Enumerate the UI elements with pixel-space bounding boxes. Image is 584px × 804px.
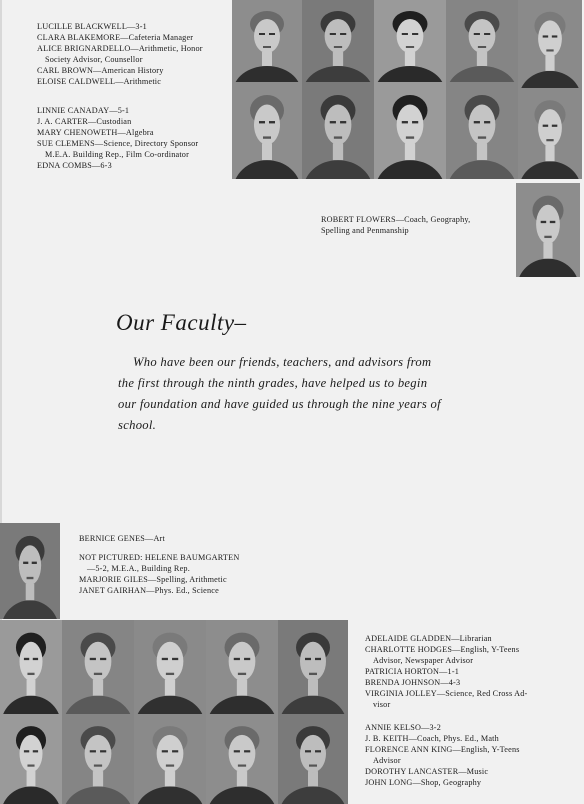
name-line: PATRICIA HORTON—1-1 <box>365 667 460 676</box>
faculty-portrait <box>62 714 134 804</box>
faculty-portrait <box>278 714 348 804</box>
name-line: Spelling and Penmanship <box>321 226 409 235</box>
name-line: ANNIE KELSO—3-2 <box>365 723 441 732</box>
faculty-portrait <box>134 714 206 804</box>
faculty-portrait <box>518 88 582 179</box>
name-line: FLORENCE ANN KING—English, Y-Teens <box>365 745 520 754</box>
faculty-portrait <box>0 523 60 619</box>
spacer <box>79 544 239 552</box>
name-line: visor <box>373 700 391 709</box>
name-line: Advisor, Newspaper Advisor <box>373 656 474 665</box>
faculty-portrait <box>278 620 348 714</box>
name-line: JOHN LONG—Shop, Geography <box>365 778 482 787</box>
intro-paragraph <box>118 352 468 436</box>
faculty-portrait <box>374 0 446 82</box>
faculty-portrait <box>374 82 446 179</box>
name-line: —5-2, M.E.A., Building Rep. <box>87 564 190 573</box>
name-line: BRENDA JOHNSON—4-3 <box>365 678 461 687</box>
name-line: CHARLOTTE HODGES—English, Y-Teens <box>365 645 520 654</box>
names-group-1 <box>37 21 203 87</box>
name-line: EDNA COMBS—6-3 <box>37 161 112 170</box>
name-line: LUCILLE BLACKWELL—3-1 <box>37 22 147 31</box>
name-line: Society Advisor, Counsellor <box>45 55 143 64</box>
name-line: SUE CLEMENS—Science, Directory Sponsor <box>37 139 199 148</box>
name-line: Advisor <box>373 756 401 765</box>
faculty-portrait <box>232 0 302 82</box>
name-line: ALICE BRIGNARDELLO—Arithmetic, Honor <box>37 44 203 53</box>
faculty-portrait <box>302 0 374 82</box>
name-line: CLARA BLAKEMORE—Cafeteria Manager <box>37 33 194 42</box>
name-line: ADELAIDE GLADDEN—Librarian <box>365 634 492 643</box>
faculty-portrait <box>134 620 206 714</box>
name-line: ROBERT FLOWERS—Coach, Geography, <box>321 215 471 224</box>
intro-line: our foundation and have guided us through the nine years of <box>118 397 441 411</box>
faculty-portrait <box>0 714 62 804</box>
names-group-kelso <box>365 722 520 788</box>
names-group-genes <box>79 533 239 596</box>
faculty-portrait <box>206 620 278 714</box>
faculty-portrait <box>206 714 278 804</box>
name-line: M.E.A. Building Rep., Film Co-ordinator <box>45 150 190 159</box>
faculty-portrait <box>446 82 518 179</box>
name-line: CARL BROWN—American History <box>37 66 164 75</box>
name-line: J. A. CARTER—Custodian <box>37 117 132 126</box>
name-line: DOROTHY LANCASTER—Music <box>365 767 489 776</box>
faculty-portrait <box>518 0 582 88</box>
intro-line: Who have been our friends, teachers, and advisors from <box>133 355 432 369</box>
page-title: Our Faculty– <box>116 310 247 335</box>
name-line: BERNICE GENES—Art <box>79 534 165 543</box>
faculty-portrait <box>0 620 62 714</box>
faculty-portrait <box>302 82 374 179</box>
intro-line: the first through the ninth grades, have helped us to begin <box>118 376 428 390</box>
faculty-portrait <box>516 183 580 277</box>
names-group-2 <box>37 105 198 171</box>
name-line: J. B. KEITH—Coach, Phys. Ed., Math <box>365 734 499 743</box>
name-line: MARY CHENOWETH—Algebra <box>37 128 154 137</box>
faculty-portrait <box>232 82 302 179</box>
name-line: MARJORIE GILES—Spelling, Arithmetic <box>79 575 227 584</box>
name-line: VIRGINIA JOLLEY—Science, Red Cross Ad- <box>365 689 528 698</box>
name-line: JANET GAIRHAN—Phys. Ed., Science <box>79 586 219 595</box>
name-line: NOT PICTURED: HELENE BAUMGARTEN <box>79 553 240 562</box>
names-group-gladden <box>365 633 527 710</box>
faculty-portrait <box>62 620 134 714</box>
faculty-portrait <box>446 0 518 82</box>
name-line: LINNIE CANADAY—5-1 <box>37 106 130 115</box>
intro-line: school. <box>118 418 157 432</box>
names-robert-flowers <box>321 214 470 236</box>
name-line: ELOISE CALDWELL—Arithmetic <box>37 77 162 86</box>
